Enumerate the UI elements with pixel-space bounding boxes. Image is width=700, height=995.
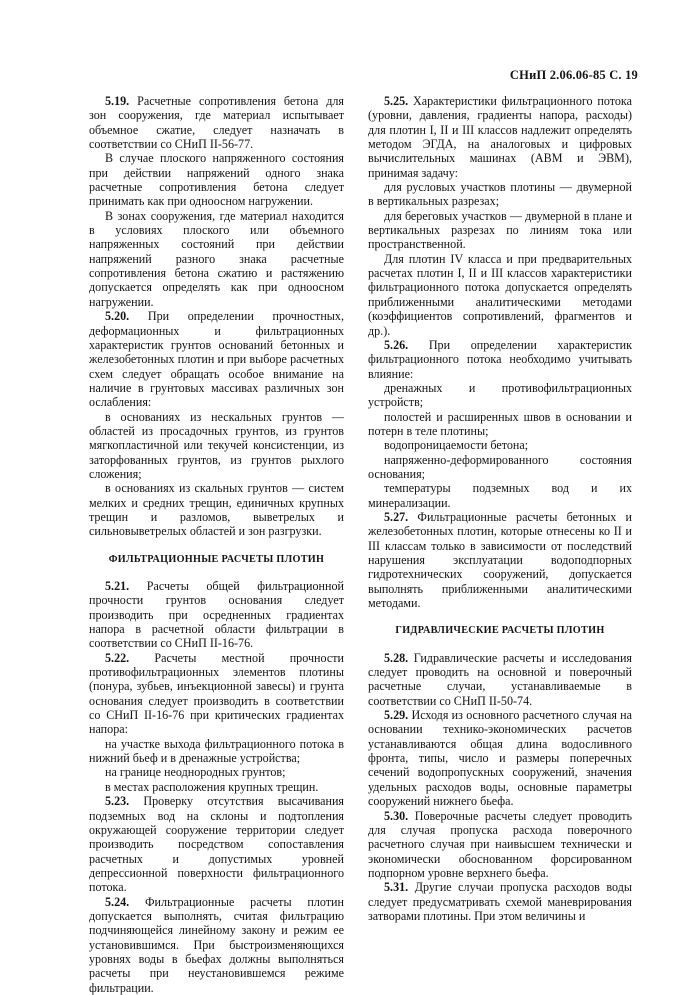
paragraph: напряженно-деформированного состояния основания; <box>368 452 632 481</box>
section-title-hydraulic: ГИДРАВЛИЧЕСКИЕ РАСЧЕТЫ ПЛОТИН <box>395 625 605 637</box>
clause-number: 5.28. <box>384 650 409 665</box>
clause-number: 5.29. <box>384 708 409 723</box>
clause-text: Фильтрационные расчеты плотин допускается выполнять, считая фильтрацию подчиняющейся линейному закону и режим ее установившимся. При быстроизменяющихся уровнях воды в бьефах должны выполняться расчеты при неустановившемся режиме фильтрации. <box>89 894 344 995</box>
clause-text: Расчеты местной прочности противофильтрационных элементов плотины (понура, зубьев, инъекционной завесы) и грунта основания следует производить в соответствии со СНиП II-16-76 при критических градиентах напора: <box>89 650 344 737</box>
paragraph: на участке выхода фильтрационного потока в нижний бьеф и в дренажные устройства; <box>89 736 344 766</box>
paragraph: дренажных и противофильтрационных устройств; <box>368 380 632 410</box>
clause-number: 5.27. <box>384 509 409 524</box>
paragraph-5-20 <box>89 309 344 409</box>
paragraph: для береговых участков — двумерной в плане и вертикальных разрезах по линиям тока или пространственной. <box>368 208 632 252</box>
clause-number: 5.23. <box>105 794 130 809</box>
paragraph-5-22 <box>89 651 344 737</box>
paragraph: температуры подземных вод и их минерализации. <box>368 481 632 510</box>
paragraph: в основаниях из скальных грунтов — систем мелких и средних трещин, единичных крупных трещин и разломов, выветрелых и сильновыветрелых областей и зон разгрузки. <box>89 481 344 539</box>
clause-text: Исходя из основного расчетного случая на основании технико-экономических расчетов устанавливаются общая длина водосливного фронта, типы, число и размеры поперечных сечений водопропускных сооружений, значения удельных расходов воды, основные параметры сооружений нижнего бьефа. <box>368 708 632 809</box>
clause-text: Расчетные сопротивления бетона для зон сооружения, где материал испытывает объемное сжатие, следует назначать в соответствии со СНиП II-56-77. <box>89 94 344 152</box>
clause-text: Фильтрационные расчеты бетонных и железобетонных плотин, которые отнесены ко II и III классам только в зависимости от последствий нарушения эксплуатации водоподпорных гидротехнических сооружений, допускается выполнять приближенными аналитическими методами. <box>368 509 632 611</box>
paragraph: полостей и расширенных швов в основании и потерн в теле плотины; <box>368 409 632 438</box>
clause-number: 5.26. <box>384 337 409 352</box>
clause-number: 5.19. <box>105 94 130 108</box>
clause-text: При определении характеристик фильтрационного потока необходимо учитывать влияние: <box>368 337 632 381</box>
paragraph-5-26 <box>368 338 632 381</box>
clause-text: Расчеты общей фильтрационной прочности грунтов основания следует производить при осредненных градиентах напора в расчетной области фильтрации в соответствии со СНиП II-16-76. <box>89 579 344 651</box>
clause-number: 5.25. <box>384 94 409 108</box>
paragraph-5-31 <box>368 880 632 923</box>
paragraph-5-30 <box>368 809 632 881</box>
clause-number: 5.20. <box>105 309 130 324</box>
clause-text: При определении прочностных, деформационных и фильтрационных характеристик грунтов оснований бетонных и железобетонных плотин и при выборе расчетных схем следует обращать особое внимание на наличие в грунтовых массивах различных зон ослабления: <box>89 309 344 410</box>
clause-number: 5.24. <box>105 894 130 909</box>
clause-text: Другие случаи пропуска расходов воды следует предусматривать схемой маневрирования затворами плотины. При этом величины и <box>368 880 632 923</box>
running-header: СНиП 2.06.06-85 С. 19 <box>509 68 638 82</box>
paragraph-5-27 <box>368 510 632 610</box>
paragraph-5-29 <box>368 708 632 808</box>
paragraph: Для плотин IV класса и при предварительных расчетах плотин I, II и III классов характеристики фильтрационного потока допускается определять приближенными аналитическими методами (коэффициентов сопротивлений, фрагментов и др.). <box>368 251 632 338</box>
paragraph-5-21 <box>89 579 344 651</box>
right-column <box>368 94 632 923</box>
paragraph: для русловых участков плотины — двумерной в вертикальных разрезах; <box>368 180 632 209</box>
paragraph-5-19 <box>89 94 344 151</box>
clause-text: Гидравлические расчеты и исследования следует проводить на основной и поверочный расчетные случаи, устанавливаемые в соответствии со СНиП II-50-74. <box>368 650 632 708</box>
clause-number: 5.21. <box>105 579 130 593</box>
paragraph: водопроницаемости бетона; <box>384 438 529 453</box>
clause-text: Характеристики фильтрационного потока (уровни, давления, градиенты напора, расходы) для плотин I, II и III классов надлежит определять методом ЭГДА, на аналоговых и цифровых вычислительных машинах (АВМ и ЭВМ), принимая задачу: <box>368 94 632 180</box>
clause-text: Проверку отсутствия высачивания подземных вод на склоны и подтопления окружающей сооружение территории следует производить посредством сопоставления расчетных и допустимых уровней депрессионной поверхности фильтрационного потока. <box>89 794 344 895</box>
clause-number: 5.30. <box>384 808 409 823</box>
paragraph: на границе неоднородных грунтов; <box>105 765 286 780</box>
paragraph-5-24 <box>89 895 344 995</box>
clause-number: 5.31. <box>384 880 409 895</box>
left-column <box>89 94 344 995</box>
section-title-filtration: ФИЛЬТРАЦИОННЫЕ РАСЧЕТЫ ПЛОТИН <box>108 553 325 565</box>
paragraph-5-23 <box>89 794 344 894</box>
paragraph: в местах расположения крупных трещин. <box>105 779 319 794</box>
paragraph: в основаниях из нескальных грунтов — областей из просадочных грунтов, из грунтов мягкопластичной или текучей консистенции, из заторфованных грунтов, из грунтов рыхлого сложения; <box>89 409 344 481</box>
clause-text: Поверочные расчеты следует проводить для случая пропуска расхода поверочного расчетного случая при наивысшем технически и экономически обоснованном форсированном подпорном уровне верхнего бьефа. <box>368 808 632 880</box>
paragraph-5-28 <box>368 651 632 708</box>
clause-number: 5.22. <box>105 650 130 665</box>
paragraph: В зонах сооружения, где материал находится в условиях плоского или объемного напряженных состояний при действии напряжений разного знака расчетные сопротивления бетона сжатию и растяжению допускается определять как при одноосном нагружении. <box>89 208 344 309</box>
paragraph: В случае плоского напряженного состояния при действии напряжений одного знака расчетные сопротивления бетона следует принимать как при одноосном нагружении. <box>89 151 344 209</box>
paragraph-5-25 <box>368 94 632 180</box>
